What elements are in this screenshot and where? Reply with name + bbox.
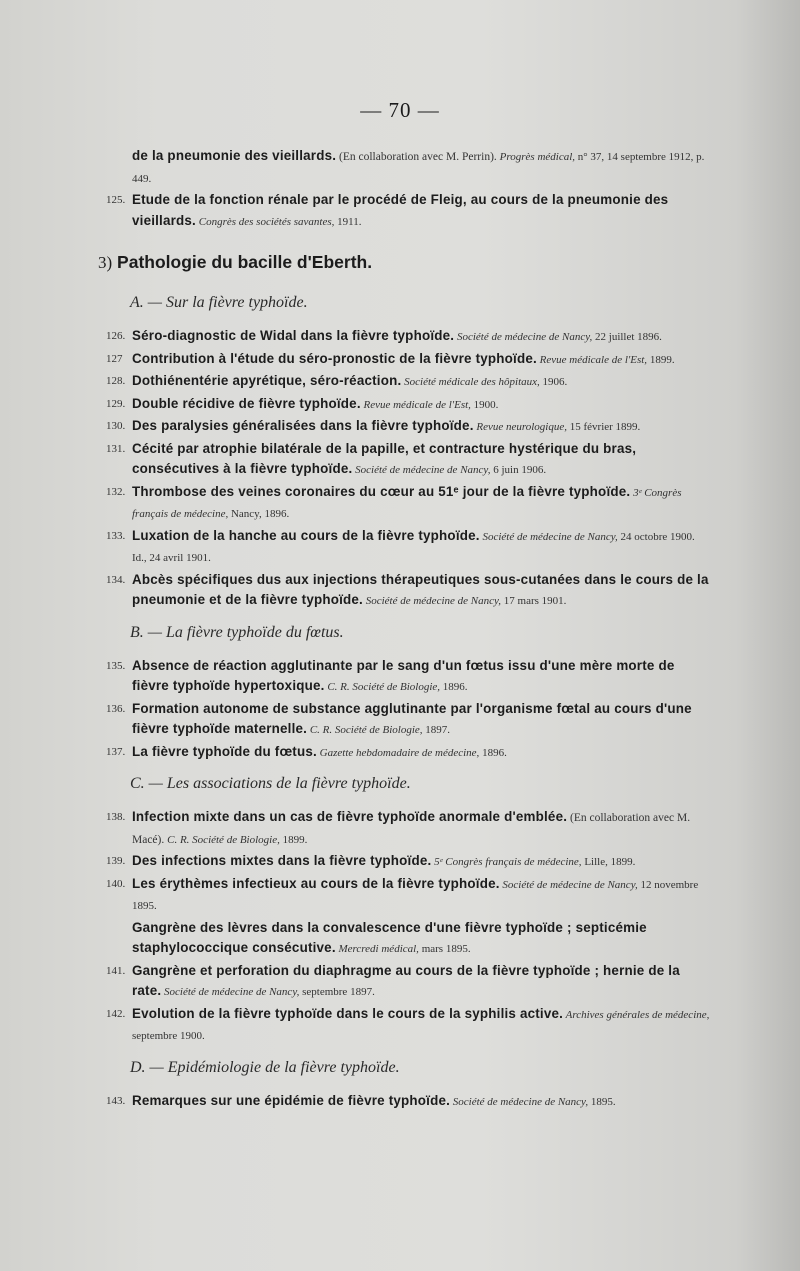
entry-source: 3ᵉ Congrès français de médecine, [132,486,682,520]
entry-source: Société de médecine de Nancy, [161,986,300,998]
bibliography-entry [100,482,712,525]
section-title: Pathologie du bacille d'Eberth. [117,252,373,272]
entry-number: 139. [106,855,126,867]
entry-number: 135. [106,659,126,672]
entry-source: Gazette hebdomadaire de médecine, [316,746,480,759]
bibliography-entry [100,699,712,741]
entry-source: C. R. Société de Biologie, [324,681,441,693]
entry-title: Gangrène des lèvres dans la convalescence d'une fièvre typhoïde ; septicémie staphylococcique consécutive. [132,919,647,955]
entry-source: Société de médecine de Nancy, [499,878,638,891]
entry-number: 131. [106,442,126,455]
entry-title: Thrombose des veines coronaires du cœur au 51ᵉ jour de la fièvre typhoïde. [132,483,631,499]
bibliography-entry [100,526,712,569]
bibliography-entry [100,394,712,416]
entry-details: 22 juillet 1896. [592,331,662,343]
entry-title: Double récidive de fièvre typhoïde. [132,395,361,411]
bibliography-entry [100,371,712,393]
entry-number: 143. [106,1094,126,1107]
entry-title: Gangrène et perforation du diaphragme au cours de la fièvre typhoïde ; hernie de la rate. [132,962,680,998]
entry-details: 6 juin 1906. [490,464,547,476]
entry-note: (En collaboration avec M. Perrin). [336,151,500,163]
entry-number: 142. [106,1007,126,1020]
subsection-heading: D. — Epidémiologie de la fièvre typhoïde. [130,1058,400,1076]
entry-note: (En collaboration avec M. Macé). [132,812,691,846]
bibliography-entry [100,349,712,371]
entry-number: 127 [106,352,123,365]
entry-details: 1899. [647,353,675,366]
bibliography-entry [100,326,712,348]
entry-number: 137. [106,745,126,758]
entry-number: 129. [106,397,126,410]
entry-details: n° 37, 14 septembre 1912, p. 449. [132,151,705,185]
bibliography-entry [100,1091,712,1113]
entry-title: de la pneumonie des vieillards. [132,148,337,163]
entry-details: 1899. [279,833,308,846]
entry-details: 17 mars 1901. [501,595,567,607]
bibliography-entry [100,190,712,232]
bibliography-entry [100,439,712,481]
entry-details: 1896. [479,746,507,759]
entry-title: Les érythèmes infectieux au cours de la fièvre typhoïde. [132,875,500,891]
entry-title: Etude de la fonction rénale par le procédé de Fleig, au cours de la pneumonie des vieillards. [132,192,669,228]
page-number: — 70 — [360,98,440,122]
entry-source: C. R. Société de Biologie, [307,724,423,736]
entry-title: Cécité par atrophie bilatérale de la papille, et contracture hystérique du bras, consécutives à la fièvre typhoïde. [132,440,637,476]
entry-details: 12 novembre 1895. [132,878,699,912]
entry-source: Société de médecine de Nancy, [362,595,502,607]
entry-number: 132. [106,485,126,498]
bibliography-entry [100,961,712,1003]
entry-number: 136. [106,702,126,715]
entry-number: 134. [106,573,126,586]
entry-details: septembre 1897. [299,986,375,998]
entry-title: Infection mixte dans un cas de fièvre typhoïde anormale d'emblée. [132,809,568,824]
entry-details: 1911. [334,215,362,228]
entry-number: 141. [106,964,126,977]
bibliography-entry [100,807,712,850]
entry-details: 1895. [588,1095,616,1108]
entry-title: Contribution à l'étude du séro-pronostic de la fièvre typhoïde. [132,350,537,366]
entry-details: septembre 1900. [132,1030,205,1042]
subsection-heading: C. — Les associations de la fièvre typhoïde. [130,775,411,792]
entry-source: Société médicale des hôpitaux, [401,376,540,388]
entry-details: 1896. [440,681,468,693]
bibliography-entry [100,918,712,960]
entry-details: 1906. [539,376,568,388]
entry-source: 5ᵉ Congrès français de médecine, [431,856,582,868]
entry-details: 15 février 1899. [566,421,641,433]
bibliography-entry [100,146,712,189]
subsection-heading: B. — La fièvre typhoïde du fœtus. [130,623,344,641]
bibliography-entry [100,874,712,917]
entry-source: Revue neurologique, [473,421,567,433]
entry-title: Remarques sur une épidémie de fièvre typhoïde. [132,1092,451,1108]
entry-title: Séro-diagnostic de Widal dans la fièvre typhoïde. [132,328,455,343]
entry-title: Des infections mixtes dans la fièvre typhoïde. [132,853,432,868]
entry-details: mars 1895. [418,943,471,955]
section-number: 3) [98,253,113,272]
entry-source: Société de médecine de Nancy, [352,464,491,476]
subsection-heading: A. — Sur la fièvre typhoïde. [130,294,308,311]
entry-title: Luxation de la hanche au cours de la fièvre typhoïde. [132,527,480,543]
entry-details: 1897. [422,724,451,736]
bibliography-content [100,146,712,1113]
entry-source: Société de médecine de Nancy, [454,331,593,343]
entry-number: 130. [106,420,126,432]
entry-number: 126. [106,330,126,342]
entry-title: Des paralysies généralisées dans la fièvre typhoïde. [132,418,474,433]
section-heading [98,252,712,282]
entry-number: 128. [106,375,126,387]
entry-number: 138. [106,811,126,823]
entry-source: Progrès médical, [499,151,576,163]
entry-source: Archives générales de médecine, [563,1008,710,1021]
entry-details: 24 octobre 1900. Id., 24 avril 1901. [132,530,695,564]
entry-source: Revue médicale de l'Est, [360,398,471,411]
bibliography-entry [100,1004,712,1047]
bibliography-entry [100,570,712,612]
entry-number: 140. [106,877,126,890]
entry-source: Mercredi médical, [335,943,419,955]
entry-title: Dothiénentérie apyrétique, séro-réaction. [132,373,402,388]
entry-source: Revue médicale de l'Est, [536,353,648,366]
entry-number: 133. [106,529,126,542]
entry-details: Lille, 1899. [581,856,636,868]
entry-source: Société de médecine de Nancy, [479,530,618,543]
entry-details: Nancy, 1896. [228,508,290,520]
entry-source: Congrès des sociétés savantes, [195,215,335,228]
entry-details: 1900. [470,398,499,411]
entry-title: Abcès spécifiques dus aux injections thérapeutiques sous-cutanées dans le cours de la pneumonie et de la fièvre typhoïde. [132,571,709,607]
entry-title: Formation autonome de substance agglutinante par l'organisme fœtal au cours d'une fièvre typhoïde maternelle. [132,700,692,736]
bibliography-entry [100,416,712,438]
bibliography-entry [100,851,712,873]
entry-title: Evolution de la fièvre typhoïde dans le cours de la syphilis active. [132,1005,564,1021]
bibliography-entry [100,742,712,764]
entry-number: 125. [106,194,126,206]
bibliography-entry [100,656,712,698]
entry-title: Absence de réaction agglutinante par le sang d'un fœtus issu d'une mère morte de fièvre typhoïde hypertoxique. [132,657,675,693]
entry-source: Société de médecine de Nancy, [450,1095,589,1108]
entry-title: La fièvre typhoïde du fœtus. [132,743,317,759]
entry-source: C. R. Société de Biologie, [167,833,280,846]
